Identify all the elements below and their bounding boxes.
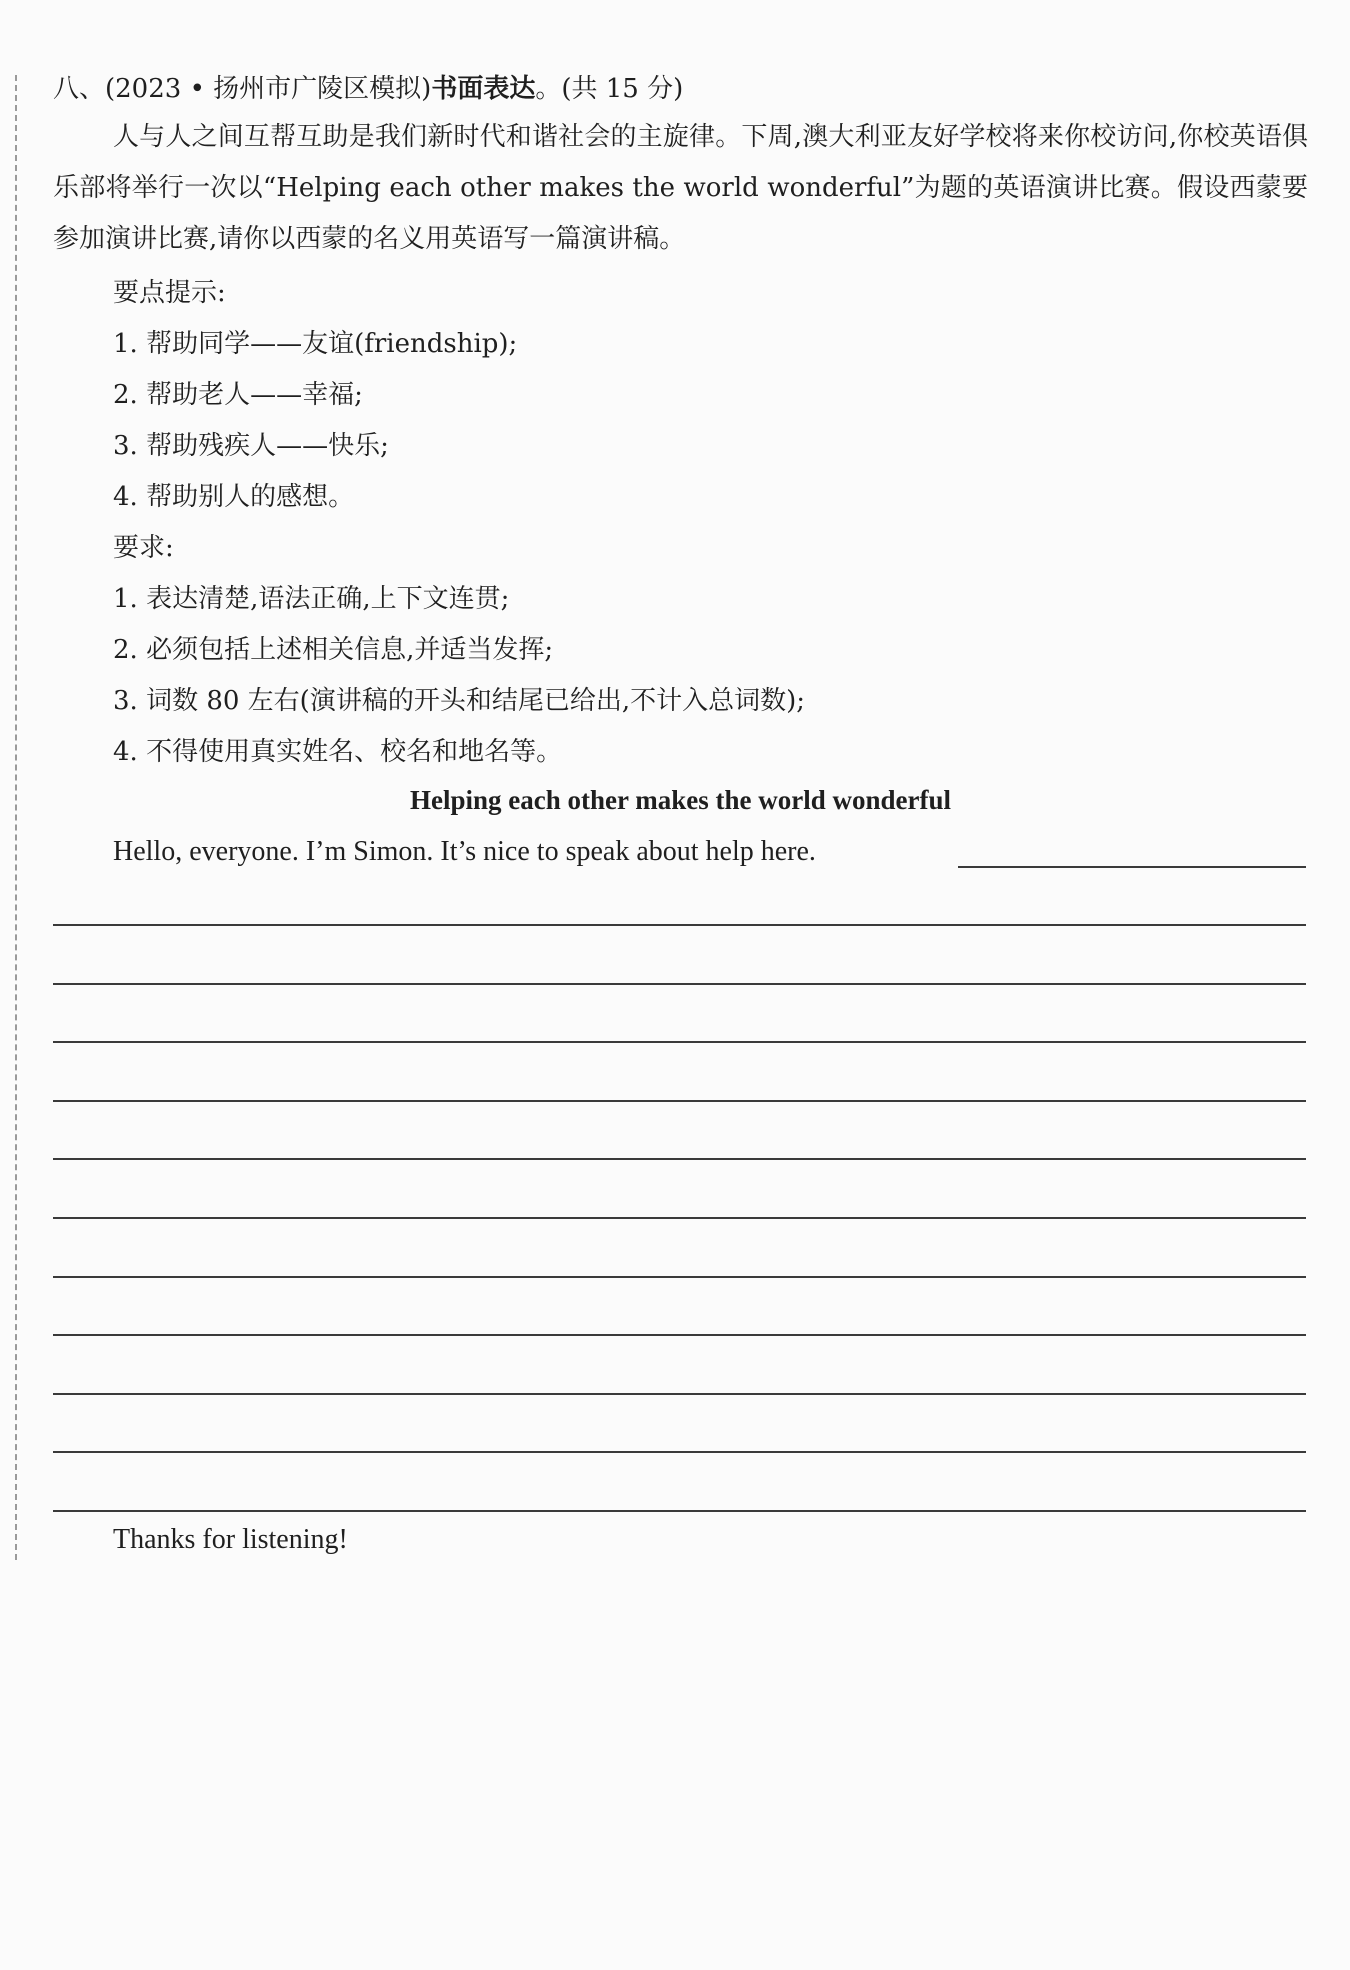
- answer-line[interactable]: [53, 1276, 1306, 1278]
- prompt-paragraph: 人与人之间互帮互助是我们新时代和谐社会的主旋律。下周,澳大利亚友好学校将来你校访问,你校英语俱乐部将举行一次以“Helping each other makes the world wonderful”为题的英语演讲比赛。假设西蒙要参加演讲比赛,请你以西蒙的名义用英语写一篇演讲稿。: [53, 122, 1308, 254]
- answer-line[interactable]: [53, 1393, 1306, 1395]
- requirement-item: 1. 表达清楚,语法正确,上下文连贯;: [113, 584, 510, 614]
- hints-heading: 要点提示:: [113, 278, 226, 308]
- requirement-item: 3. 词数 80 左右(演讲稿的开头和结尾已给出,不计入总词数);: [113, 686, 805, 716]
- question-score: 。(共 15 分): [535, 74, 684, 104]
- answer-line[interactable]: [53, 1217, 1306, 1219]
- answer-line[interactable]: [53, 924, 1306, 926]
- binding-margin-dashed-line: [15, 75, 17, 1560]
- answer-line-first[interactable]: [958, 866, 1306, 868]
- question-header: [53, 64, 1308, 115]
- requirements-heading: 要求:: [113, 533, 174, 563]
- essay-closing: Thanks for listening!: [113, 1524, 348, 1555]
- answer-line[interactable]: [53, 1451, 1306, 1453]
- requirement-item: 4. 不得使用真实姓名、校名和地名等。: [113, 737, 563, 767]
- hint-item: 4. 帮助别人的感想。: [113, 482, 355, 512]
- hint-item: 3. 帮助残疾人——快乐;: [113, 431, 389, 461]
- answer-line[interactable]: [53, 1041, 1306, 1043]
- answer-line[interactable]: [53, 1334, 1306, 1336]
- question-type-label: 书面表达: [431, 74, 536, 104]
- essay-title: Helping each other makes the world wonderful: [410, 785, 951, 815]
- answer-line[interactable]: [53, 1510, 1306, 1512]
- essay-opening: Hello, everyone. I’m Simon. It’s nice to speak about help here.: [113, 836, 816, 867]
- hint-item: 1. 帮助同学——友谊(friendship);: [113, 329, 518, 359]
- answer-line[interactable]: [53, 1158, 1306, 1160]
- answer-line[interactable]: [53, 983, 1306, 985]
- answer-line[interactable]: [53, 1100, 1306, 1102]
- hint-item: 2. 帮助老人——幸福;: [113, 380, 363, 410]
- requirement-item: 2. 必须包括上述相关信息,并适当发挥;: [113, 635, 554, 665]
- question-number-source: 八、(2023 • 扬州市广陵区模拟): [53, 74, 432, 104]
